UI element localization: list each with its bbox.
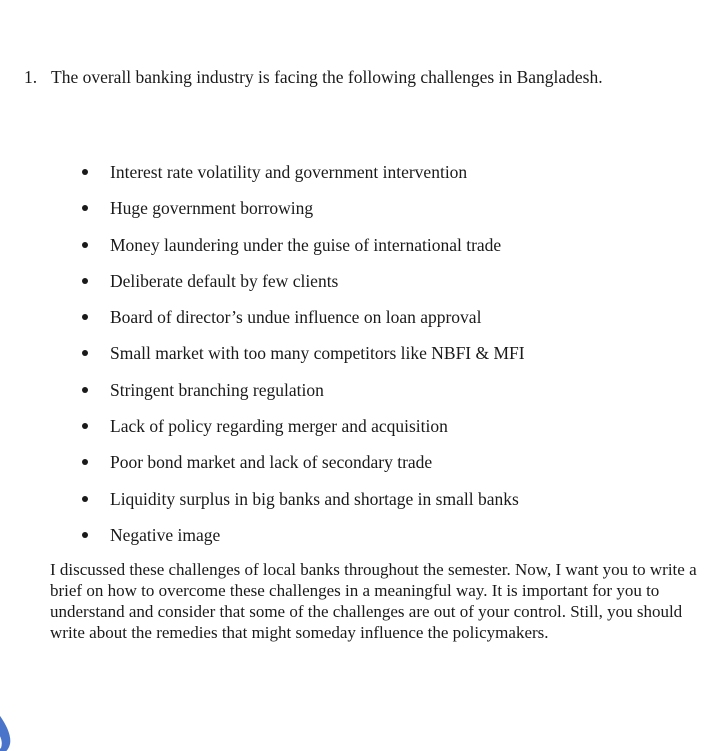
challenge-text: Small market with too many competitors like NBFI & MFI bbox=[110, 343, 525, 364]
question-number: 1. bbox=[24, 67, 38, 87]
challenge-text: Huge government borrowing bbox=[110, 198, 314, 219]
challenge-text: Interest rate volatility and government intervention bbox=[110, 162, 468, 182]
challenge-text: Poor bond market and lack of secondary trade bbox=[110, 452, 433, 473]
bullet-icon bbox=[82, 169, 88, 175]
bullet-icon bbox=[82, 205, 88, 211]
bullet-icon bbox=[82, 459, 88, 465]
bullet-icon bbox=[82, 278, 88, 284]
challenge-text: Lack of policy regarding merger and acquisition bbox=[110, 416, 448, 437]
instructions-paragraph: I discussed these challenges of local banks throughout the semester. Now, I want you to write a brief on how to overcome these challenges in a meaningful way. It is important for you to understand and consider that some of the challenges are out of your control. Still, you should write about the remedies that might someday influence the policymakers. bbox=[50, 560, 697, 642]
question-text: The overall banking industry is facing the following challenges in Bangladesh. bbox=[51, 67, 603, 87]
corner-logo-fragment-icon bbox=[0, 700, 18, 751]
bullet-icon bbox=[82, 242, 88, 248]
bullet-icon bbox=[82, 532, 88, 538]
challenge-text: Stringent branching regulation bbox=[110, 379, 324, 400]
challenge-text: Liquidity surplus in big banks and shortage in small banks bbox=[110, 488, 519, 509]
bullet-icon bbox=[82, 496, 88, 502]
bullet-icon bbox=[82, 387, 88, 393]
bullet-icon bbox=[82, 350, 88, 356]
challenge-text: Money laundering under the guise of international trade bbox=[110, 234, 502, 255]
challenge-text: Deliberate default by few clients bbox=[110, 270, 339, 291]
bullet-icon bbox=[82, 423, 88, 429]
challenge-text: Negative image bbox=[110, 524, 221, 545]
challenge-text: Board of director’s undue influence on loan approval bbox=[110, 307, 482, 328]
bullet-icon bbox=[82, 314, 88, 320]
